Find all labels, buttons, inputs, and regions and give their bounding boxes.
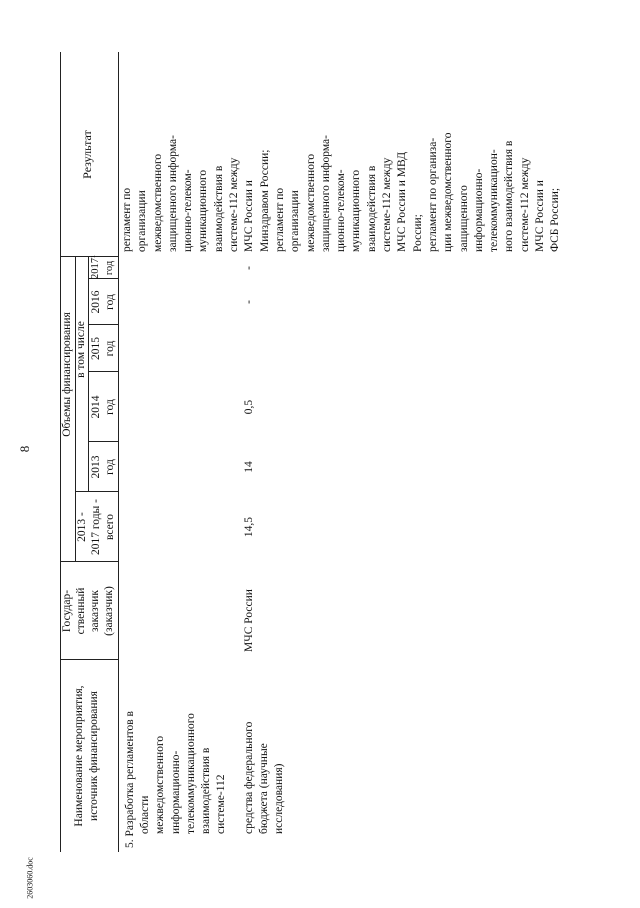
header-year-value: 2016 xyxy=(90,290,102,314)
header-name-line: источник финансирования xyxy=(88,691,101,821)
result-line: защищенного информа- xyxy=(166,135,179,252)
item-title-line: информационно- xyxy=(169,750,182,834)
header-customer-line: ственный xyxy=(75,587,87,635)
result-line: ного взаимодействия в xyxy=(503,140,516,252)
header-year-unit: год xyxy=(104,294,116,310)
header-including: в том числе xyxy=(75,321,87,378)
footer-doc-code xyxy=(22,848,38,908)
header-year-2016 xyxy=(89,279,117,325)
funding-2014: 0,5 xyxy=(243,399,255,415)
header-customer-line: заказчик xyxy=(89,590,101,633)
result-line: информационно- xyxy=(472,168,485,252)
header-year-2014 xyxy=(89,372,117,442)
header-year-unit: год xyxy=(104,340,116,357)
item-title-line: межведомственного xyxy=(154,735,167,834)
header-year-unit: год xyxy=(104,399,116,415)
result-line: телекоммуникацион- xyxy=(488,149,501,252)
result-line: защищенного информа- xyxy=(319,135,332,252)
header-customer-line: (заказчик) xyxy=(103,586,115,636)
header-year-unit: год xyxy=(104,260,115,276)
header-name-line: Наименование мероприятия, xyxy=(73,685,85,827)
header-total xyxy=(75,492,117,562)
header-funding-group: Объемы финансирования xyxy=(61,312,73,437)
result-line: регламент по xyxy=(121,187,133,252)
result-line: муникационного xyxy=(350,169,363,252)
result-line: межведомственного xyxy=(304,153,317,252)
header-year-value: 2013 xyxy=(90,455,102,479)
result-line: организации xyxy=(136,190,149,252)
result-line: России; xyxy=(411,214,424,252)
result-line: МЧС России и МВД xyxy=(396,151,409,252)
funding-total: 14,5 xyxy=(243,516,255,538)
item-title-line: взаимодействия в xyxy=(200,747,213,834)
item-title-line: системе-112 xyxy=(215,774,228,834)
result-line: взаимодействия в xyxy=(365,165,378,252)
funding-source-line: средства федерального xyxy=(243,721,255,834)
header-year-value: 2015 xyxy=(90,337,102,360)
result-line: системе-112 между xyxy=(381,157,394,252)
header-total-line: всего xyxy=(104,514,116,540)
header-total-line: 2017 годы - xyxy=(90,499,102,556)
result-line: ФСБ России; xyxy=(549,187,562,252)
header-result: Результат xyxy=(80,130,94,179)
header-customer-line: Государ- xyxy=(61,589,73,633)
result-line: межведомственного xyxy=(151,153,164,252)
header-year-value: 2017¹ xyxy=(90,254,101,279)
result-line: ционно-телеком- xyxy=(335,169,348,252)
result-line: системе-112 между xyxy=(518,157,531,252)
result-line: муникационного xyxy=(197,169,210,252)
header-name-source xyxy=(72,660,102,852)
footer-doc-code-text: 2603060.doc xyxy=(25,857,35,899)
funding-2016: - xyxy=(243,300,255,304)
header-customer xyxy=(60,562,116,660)
result-line: МЧС России и xyxy=(534,180,547,252)
header-year-2017 xyxy=(89,254,117,279)
result-line: взаимодействия в xyxy=(212,165,225,252)
result-line: организации xyxy=(289,190,302,252)
result-line: МЧС России и xyxy=(243,180,256,252)
result-line: ции межведомственного xyxy=(442,132,455,252)
funding-table xyxy=(60,52,582,852)
header-year-2015 xyxy=(89,325,117,372)
header-year-value: 2014 xyxy=(90,395,102,419)
result-line: системе-112 между xyxy=(228,157,241,252)
funding-2013: 14 xyxy=(243,461,255,473)
header-year-2013 xyxy=(89,442,117,492)
funding-source-line: бюджета (научные xyxy=(258,743,271,834)
result-text xyxy=(120,52,564,252)
header-year-unit: год xyxy=(104,459,116,475)
result-line: Минздравом России; xyxy=(258,149,271,252)
item-title-line: области xyxy=(139,795,152,834)
page-number: 8 xyxy=(17,445,32,453)
funding-source xyxy=(242,658,288,834)
item-title-line: телекоммуникационного xyxy=(184,713,197,834)
item-title xyxy=(123,658,229,848)
result-line: регламент по xyxy=(273,187,286,252)
item-title-line: 5. Разработка регламентов в xyxy=(124,711,136,848)
header-total-line: 2013 - xyxy=(76,512,88,542)
funding-2017: - xyxy=(243,266,255,270)
header-bottom-rule xyxy=(118,52,119,852)
funding-customer: МЧС России xyxy=(243,589,255,652)
funding-source-line: исследования) xyxy=(273,763,286,834)
result-line: регламент по организа- xyxy=(426,137,439,252)
result-line: защищенного xyxy=(457,185,470,252)
result-line: ционно-телеком- xyxy=(182,169,195,252)
